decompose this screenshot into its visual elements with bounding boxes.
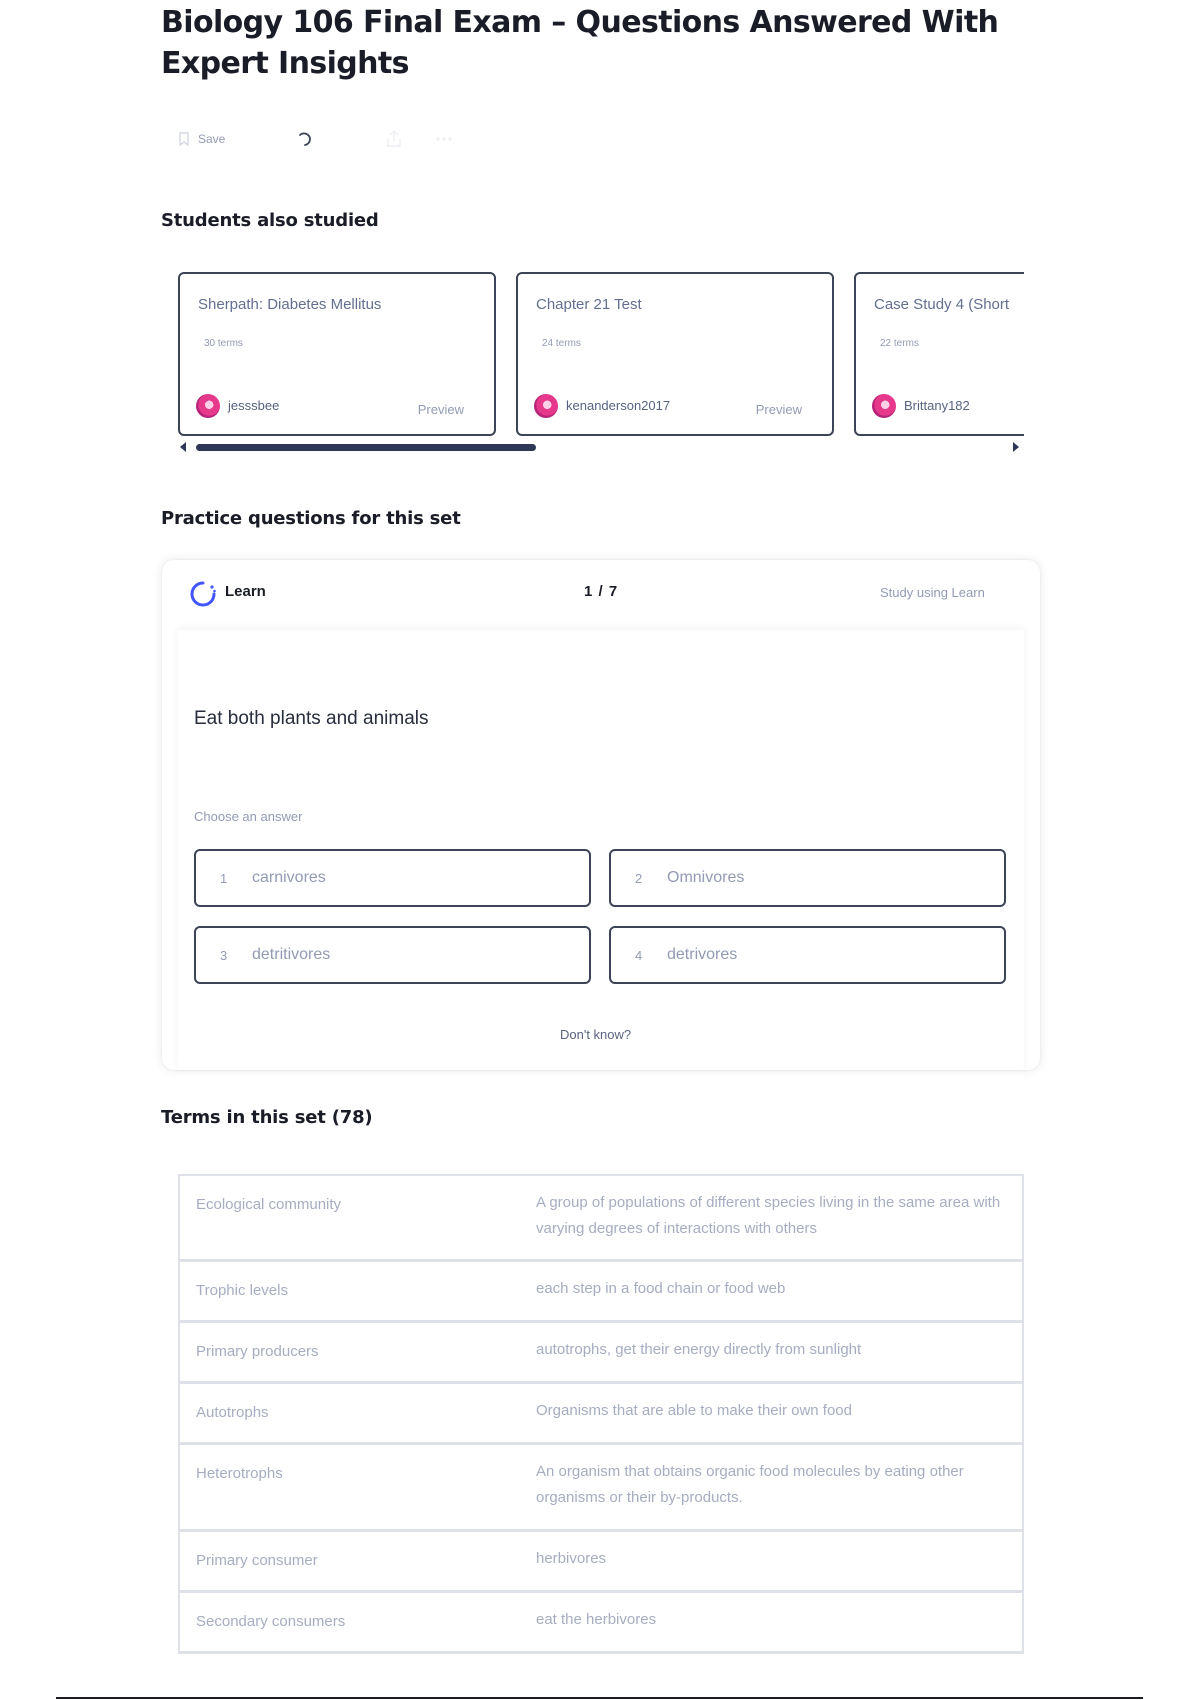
question-counter: 1 / 7 [584, 583, 619, 600]
terms-table [178, 1174, 1024, 1654]
term-word: Autotrophs [196, 1404, 269, 1421]
term-row [178, 1384, 1024, 1445]
card-term-count: 30 terms [204, 338, 243, 349]
related-carousel[interactable] [176, 270, 1024, 450]
share-icon [387, 130, 401, 148]
option-number: 3 [220, 947, 228, 963]
term-row [178, 1445, 1024, 1532]
learn-mode-label: Learn [225, 583, 266, 600]
more-button[interactable] [435, 136, 453, 142]
option-text: detrivores [667, 946, 738, 963]
carousel-scrollbar-thumb[interactable] [196, 444, 536, 451]
card-username[interactable]: jesssbee [228, 398, 280, 413]
avatar [872, 394, 896, 418]
term-definition: eat the herbivores [536, 1611, 657, 1628]
option-number: 2 [635, 870, 643, 886]
page-title: Biology 106 Final Exam – Questions Answered With Expert Insights [161, 5, 999, 81]
related-heading: Students also studied [161, 210, 379, 231]
card-term-count: 24 terms [542, 338, 581, 349]
study-set-card[interactable] [516, 272, 834, 436]
term-definition: each step in a food chain or food web [536, 1280, 786, 1297]
study-set-card[interactable] [854, 272, 1024, 436]
more-icon [435, 136, 453, 142]
option-text: detritivores [252, 946, 331, 963]
study-set-card[interactable] [178, 272, 496, 436]
footer-divider [56, 1697, 1143, 1699]
term-word: Primary consumer [196, 1552, 318, 1569]
card-username[interactable]: Brittany182 [904, 398, 970, 413]
term-word: Ecological community [196, 1196, 342, 1213]
study-using-learn-link[interactable]: Study using Learn [880, 585, 985, 600]
term-word: Heterotrophs [196, 1465, 283, 1482]
card-term-count: 22 terms [880, 338, 919, 349]
choose-answer-label: Choose an answer [194, 809, 303, 824]
term-word: Secondary consumers [196, 1613, 346, 1630]
practice-heading: Practice questions for this set [161, 508, 461, 529]
term-row [178, 1532, 1024, 1593]
option-text: Omnivores [667, 869, 745, 886]
avatar [196, 394, 220, 418]
term-definition: Organisms that are able to make their own food [536, 1402, 852, 1419]
term-word: Primary producers [196, 1343, 319, 1360]
term-row [178, 1262, 1024, 1323]
card-title: Chapter 21 Test [536, 296, 642, 313]
preview-link[interactable]: Preview [755, 402, 802, 417]
loading-spinner-icon [297, 131, 313, 147]
term-definition: An organism that obtains organic food molecules by eating other organisms or their by-products. [536, 1463, 964, 1506]
preview-link[interactable]: Preview [417, 402, 464, 417]
terms-heading: Terms in this set (78) [161, 1107, 373, 1128]
share-button[interactable] [387, 130, 401, 148]
answer-option-2[interactable] [609, 849, 1006, 907]
learn-mode-icon [190, 581, 216, 612]
option-number: 4 [635, 947, 643, 963]
save-label: Save [198, 132, 226, 146]
term-definition: A group of populations of different species living in the same area with varying degrees of interactions with others [536, 1194, 1001, 1237]
answer-option-3[interactable] [194, 926, 591, 984]
save-button[interactable] [178, 132, 225, 146]
action-bar [178, 124, 487, 154]
answer-option-4[interactable] [609, 926, 1006, 984]
question-prompt: Eat both plants and animals [194, 708, 429, 729]
term-row [178, 1593, 1024, 1654]
term-definition: herbivores [536, 1550, 607, 1567]
card-title: Case Study 4 (Short [874, 296, 1010, 313]
scroll-left-icon[interactable] [180, 442, 186, 452]
term-row [178, 1323, 1024, 1384]
dont-know-button[interactable]: Don't know? [560, 1027, 632, 1042]
term-row [178, 1176, 1024, 1262]
term-definition: autotrophs, get their energy directly from sunlight [536, 1341, 862, 1358]
option-text: carnivores [252, 869, 326, 886]
card-title: Sherpath: Diabetes Mellitus [198, 296, 382, 313]
answer-option-1[interactable] [194, 849, 591, 907]
option-number: 1 [220, 870, 228, 886]
term-word: Trophic levels [196, 1282, 288, 1299]
scroll-right-icon[interactable] [1013, 442, 1019, 452]
avatar [534, 394, 558, 418]
bookmark-icon [178, 132, 190, 146]
card-username[interactable]: kenanderson2017 [566, 398, 671, 413]
